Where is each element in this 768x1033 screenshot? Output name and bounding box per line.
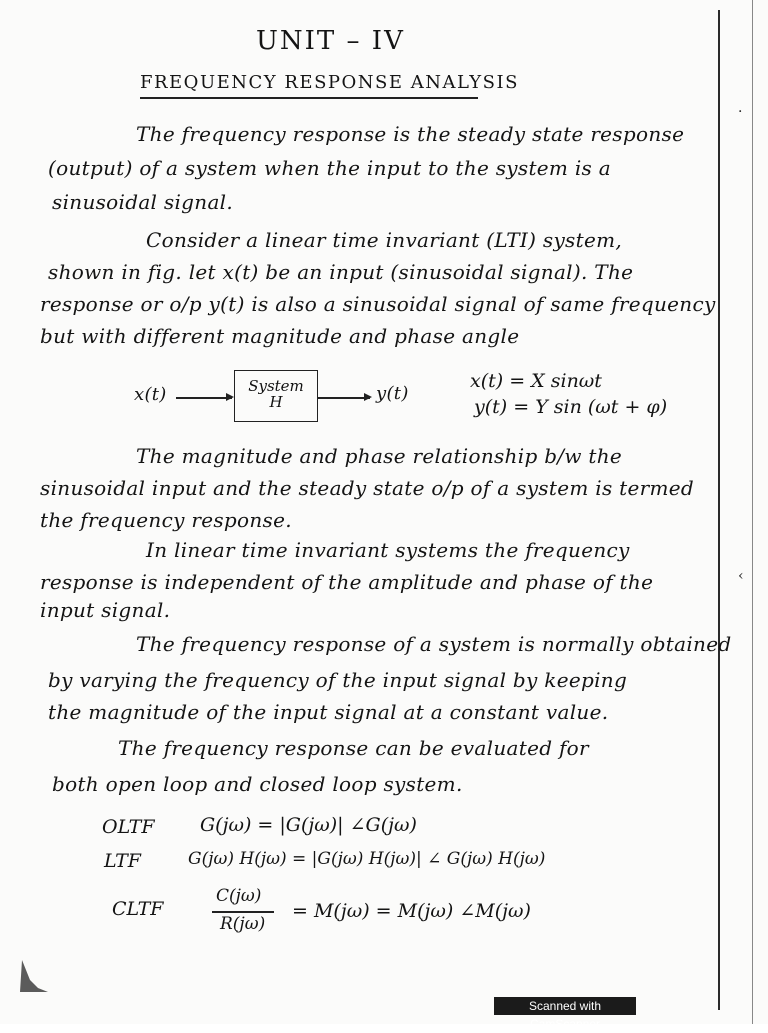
cltf-numerator: C(jω) [216,886,262,906]
paragraph-4-line: In linear time invariant systems the frequency [146,538,630,562]
paragraph-3-line: sinusoidal input and the steady state o/p of a system is termed [40,476,695,500]
paragraph-6-line: The frequency response can be evaluated for [118,736,589,760]
page-subtitle: FREQUENCY RESPONSE ANALYSIS [140,72,519,93]
margin-line [718,10,720,1010]
oltf-label: OLTF [102,816,155,838]
page-edge-line [752,0,753,1024]
diagram-input-label: x(t) [134,384,167,405]
cltf-label: CLTF [112,898,164,920]
input-arrow [176,397,232,399]
paragraph-1-line: (output) of a system when the input to the system is a [48,156,611,180]
system-block [234,370,318,422]
paragraph-5-line: the magnitude of the input signal at a constant value. [48,700,609,724]
paragraph-2-line: response or o/p y(t) is also a sinusoidal signal of same frequency [40,292,716,316]
paragraph-2-line: but with different magnitude and phase angle [40,324,520,348]
oltf-expression: G(jω) = |G(jω)| ∠G(jω) [200,814,417,836]
scan-corner-mark [18,958,48,992]
paragraph-4-line: response is independent of the amplitude and phase of the [40,570,654,594]
margin-mark: ‹ [738,568,744,584]
output-arrow [318,397,370,399]
paragraph-1-line: The frequency response is the steady state response [136,122,685,146]
paragraph-5-line: by varying the frequency of the input signal by keeping [48,668,628,692]
subtitle-underline [140,97,478,99]
output-equation: y(t) = Y sin (ωt + φ) [474,396,668,418]
margin-mark: · [738,104,743,120]
paragraph-2-line: shown in fig. let x(t) be an input (sinusoidal signal). The [48,260,634,284]
system-block-symbol: H [269,393,283,411]
paragraph-6-line: both open loop and closed loop system. [52,772,463,796]
paragraph-3-line: the frequency response. [40,508,292,532]
system-block-label: System [248,377,304,395]
paragraph-3-line: The magnitude and phase relationship b/w the [136,444,623,468]
cltf-expression: = M(jω) = M(jω) ∠M(jω) [292,900,531,922]
cltf-denominator: R(jω) [220,914,266,934]
paragraph-5-line: The frequency response of a system is normally obtained [136,632,732,656]
page-title: UNIT – IV [256,26,405,56]
fraction-bar [212,911,274,913]
paragraph-2-line: Consider a linear time invariant (LTI) system, [146,228,622,252]
paragraph-4-line: input signal. [40,598,171,622]
ltf-label: LTF [104,850,141,872]
scanner-watermark: Scanned with CamScanner [494,997,636,1015]
ltf-expression: G(jω) H(jω) = |G(jω) H(jω)| ∠ G(jω) H(jω) [188,849,546,869]
paragraph-1-line: sinusoidal signal. [52,190,234,214]
input-equation: x(t) = X sinωt [470,370,602,392]
diagram-output-label: y(t) [376,383,409,404]
